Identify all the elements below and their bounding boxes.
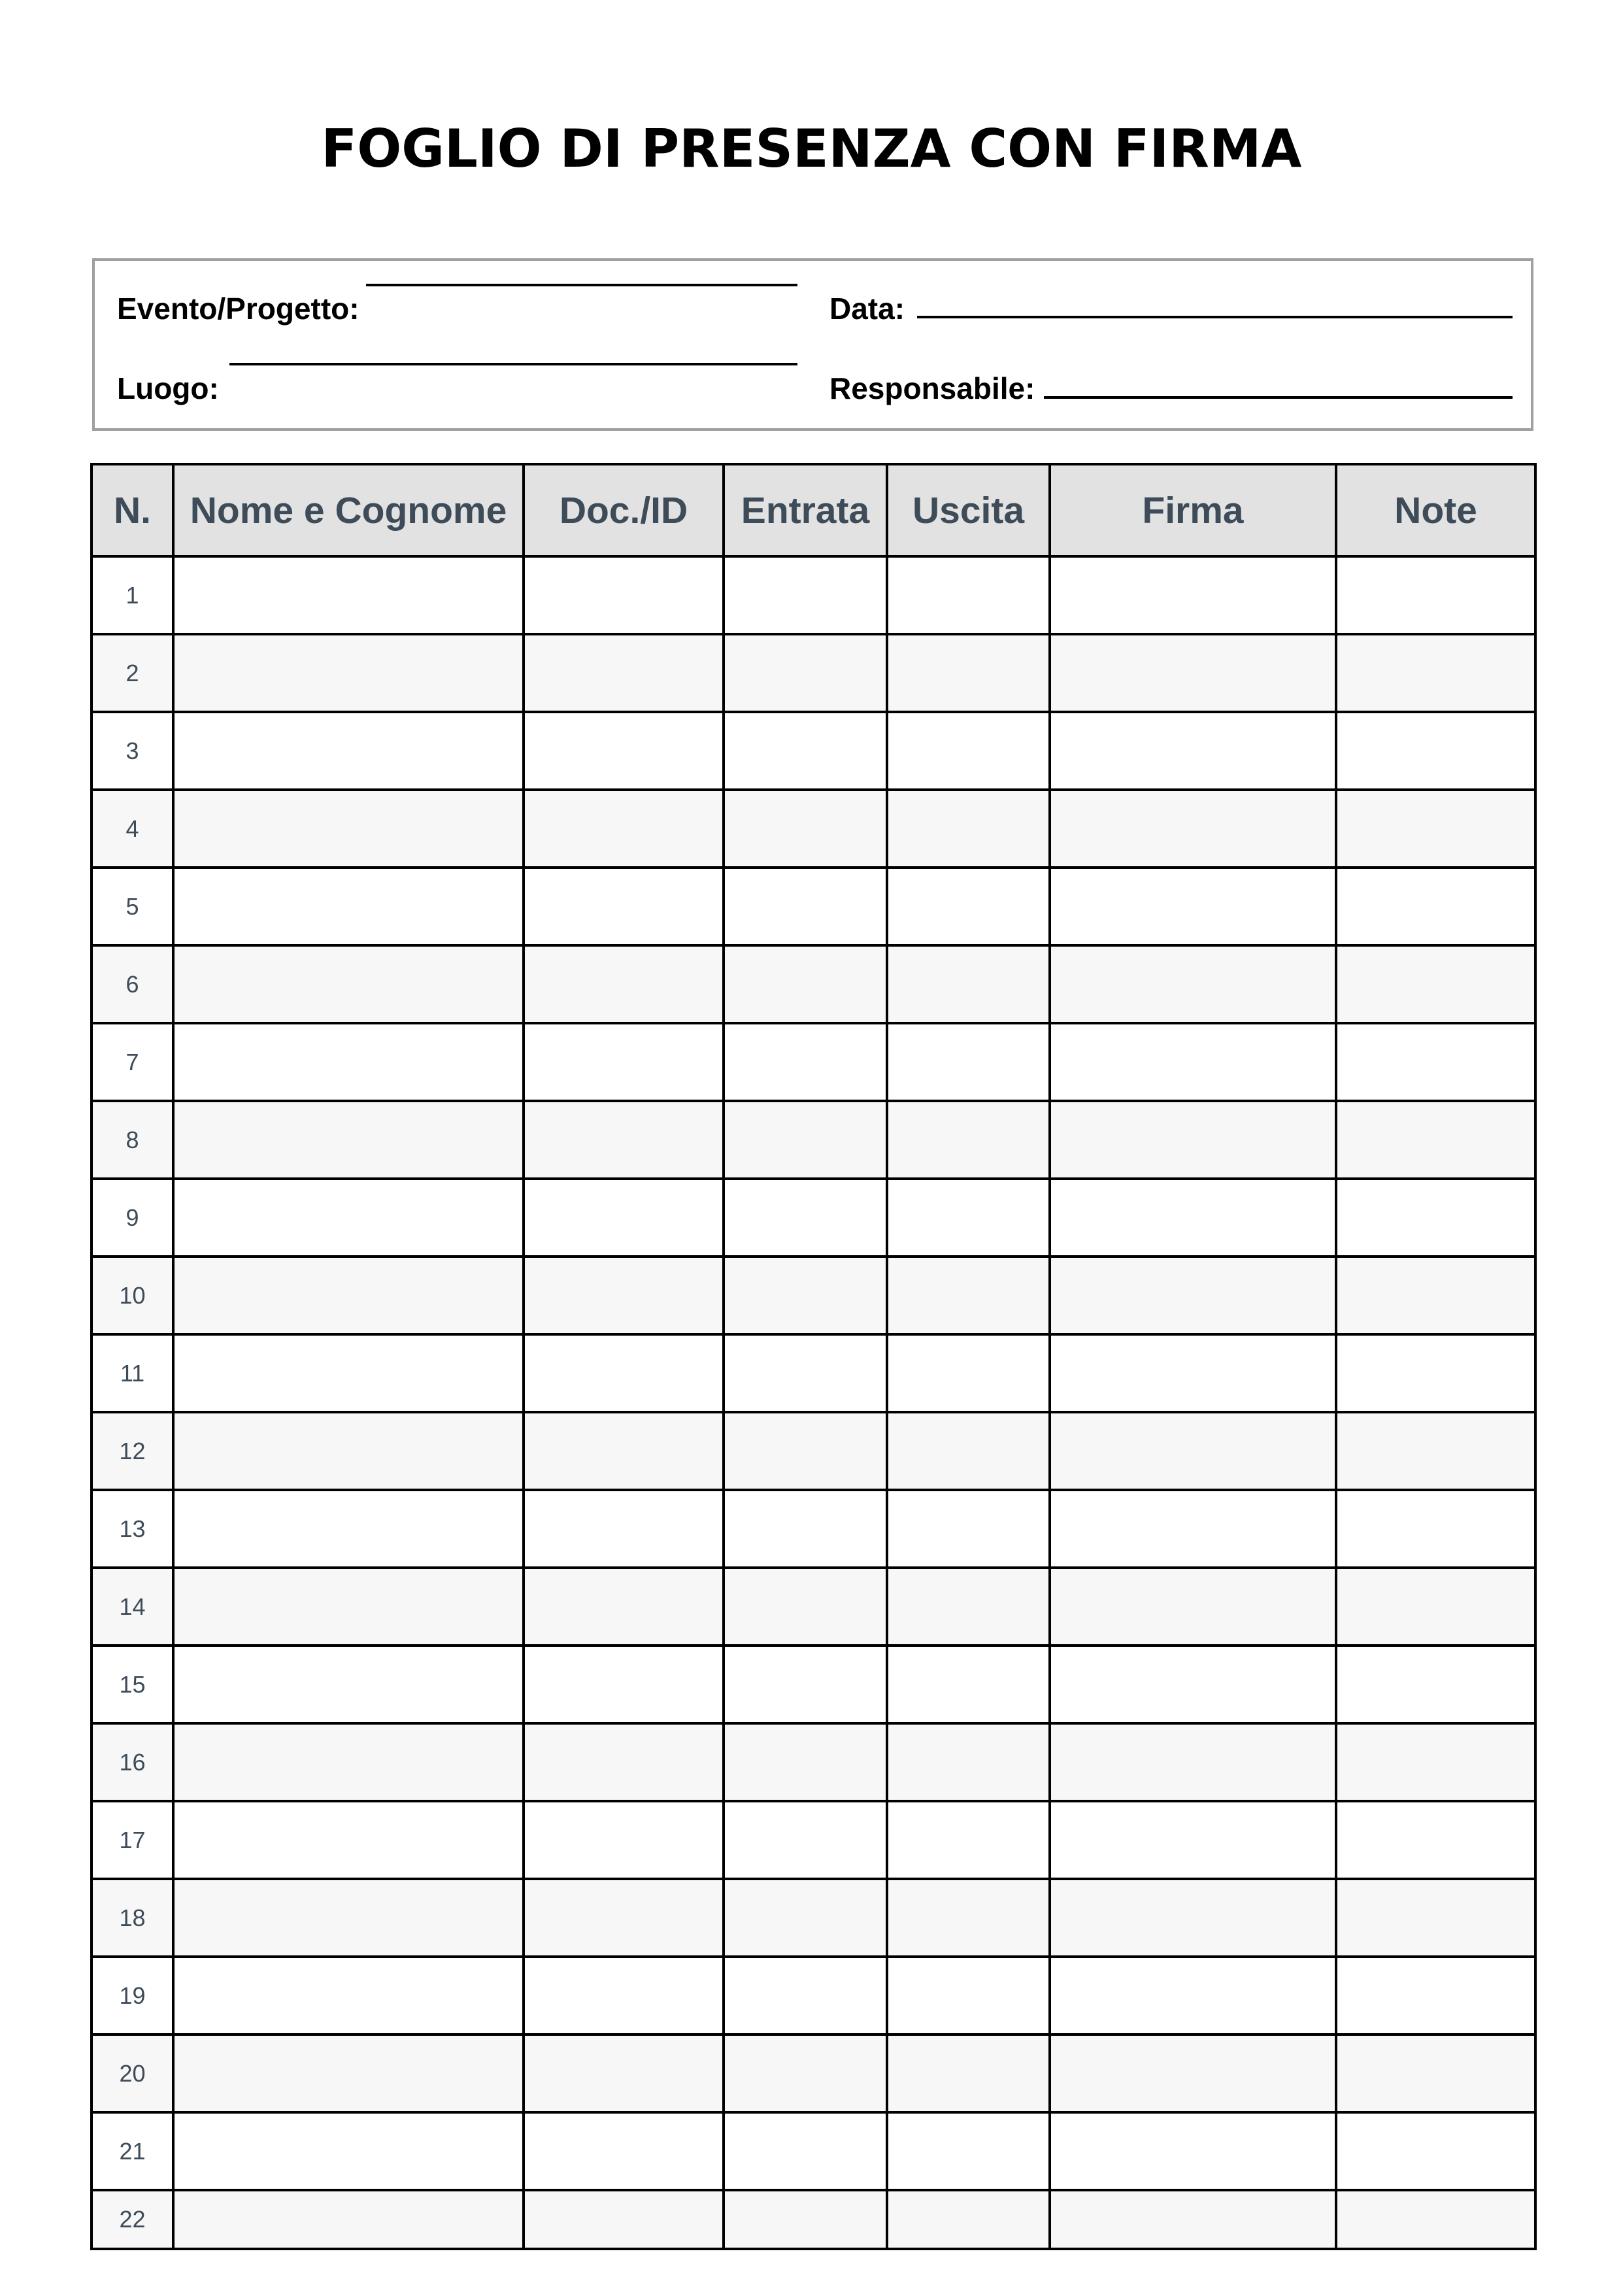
notes-cell[interactable] [1336,2190,1535,2249]
entry-time-cell[interactable] [724,1334,887,1412]
signature-cell[interactable] [1050,1957,1336,2034]
name-cell[interactable] [173,556,524,634]
signature-cell[interactable] [1050,868,1336,945]
document-id-cell[interactable] [524,1023,724,1101]
entry-time-cell[interactable] [724,1179,887,1257]
entry-time-cell[interactable] [724,2190,887,2249]
exit-time-cell[interactable] [887,1568,1050,1646]
table-row [92,2034,1535,2112]
row-number: 10 [92,1257,173,1334]
notes-cell[interactable] [1336,1957,1535,2034]
row-number: 16 [92,1723,173,1801]
table-row [92,1179,1535,1257]
entry-time-cell[interactable] [724,1257,887,1334]
document-id-cell[interactable] [524,1179,724,1257]
exit-time-cell[interactable] [887,790,1050,868]
table-body [92,556,1535,2249]
row-number: 1 [92,556,173,634]
row-number: 21 [92,2112,173,2190]
name-cell[interactable] [173,1723,524,1801]
place-field[interactable] [229,363,797,365]
entry-time-cell[interactable] [724,868,887,945]
table-row [92,1023,1535,1101]
document-id-cell[interactable] [524,1412,724,1490]
entry-time-cell[interactable] [724,1101,887,1179]
document-id-cell[interactable] [524,1568,724,1646]
notes-cell[interactable] [1336,556,1535,634]
table-row [92,1334,1535,1412]
entry-time-cell[interactable] [724,1879,887,1957]
notes-cell[interactable] [1336,2034,1535,2112]
column-header-document-id: Doc./ID [524,464,724,556]
exit-time-cell[interactable] [887,556,1050,634]
notes-cell[interactable] [1336,1568,1535,1646]
entry-time-cell[interactable] [724,1723,887,1801]
document-id-cell[interactable] [524,1257,724,1334]
notes-cell[interactable] [1336,1646,1535,1723]
table-row [92,712,1535,790]
table-row [92,1101,1535,1179]
entry-time-cell[interactable] [724,1412,887,1490]
row-number: 14 [92,1568,173,1646]
document-id-cell[interactable] [524,790,724,868]
table-row [92,1957,1535,2034]
exit-time-cell[interactable] [887,2190,1050,2249]
column-header-notes: Note [1336,464,1535,556]
signature-cell[interactable] [1050,1723,1336,1801]
name-cell[interactable] [173,945,524,1023]
exit-time-cell[interactable] [887,1179,1050,1257]
row-number: 13 [92,1490,173,1568]
table-row [92,634,1535,712]
name-cell[interactable] [173,2190,524,2249]
exit-time-cell[interactable] [887,868,1050,945]
signature-cell[interactable] [1050,1257,1336,1334]
row-number: 15 [92,1646,173,1723]
info-box [92,258,1533,431]
document-id-cell[interactable] [524,634,724,712]
exit-time-cell[interactable] [887,1412,1050,1490]
entry-time-cell[interactable] [724,1568,887,1646]
column-header-signature: Firma [1050,464,1336,556]
table-row [92,1412,1535,1490]
document-id-cell[interactable] [524,2034,724,2112]
document-id-cell[interactable] [524,2190,724,2249]
name-cell[interactable] [173,1801,524,1879]
document-id-cell[interactable] [524,1723,724,1801]
row-number: 5 [92,868,173,945]
table-row [92,2112,1535,2190]
signature-cell[interactable] [1050,945,1336,1023]
name-cell[interactable] [173,1412,524,1490]
signature-cell[interactable] [1050,634,1336,712]
document-id-cell[interactable] [524,868,724,945]
place-label: Luogo: [117,371,219,405]
page-title: FOGLIO DI PRESENZA CON FIRMA [321,118,1302,179]
signature-cell[interactable] [1050,1334,1336,1412]
entry-time-cell[interactable] [724,1957,887,2034]
document-id-cell[interactable] [524,1801,724,1879]
entry-time-cell[interactable] [724,2112,887,2190]
table-row [92,868,1535,945]
document-id-cell[interactable] [524,1490,724,1568]
name-cell[interactable] [173,1179,524,1257]
exit-time-cell[interactable] [887,1257,1050,1334]
notes-cell[interactable] [1336,634,1535,712]
document-id-cell[interactable] [524,1879,724,1957]
exit-time-cell[interactable] [887,2112,1050,2190]
document-id-cell[interactable] [524,1957,724,2034]
name-cell[interactable] [173,1957,524,2034]
exit-time-cell[interactable] [887,1334,1050,1412]
signature-cell[interactable] [1050,1490,1336,1568]
signature-cell[interactable] [1050,712,1336,790]
signature-cell[interactable] [1050,556,1336,634]
notes-cell[interactable] [1336,1257,1535,1334]
entry-time-cell[interactable] [724,790,887,868]
row-number: 18 [92,1879,173,1957]
row-number: 2 [92,634,173,712]
document-id-cell[interactable] [524,945,724,1023]
document-id-cell[interactable] [524,712,724,790]
signature-cell[interactable] [1050,1101,1336,1179]
table-row [92,945,1535,1023]
notes-cell[interactable] [1336,1023,1535,1101]
notes-cell[interactable] [1336,1723,1535,1801]
table-row [92,1723,1535,1801]
table-row [92,2190,1535,2249]
name-cell[interactable] [173,1101,524,1179]
name-cell[interactable] [173,2034,524,2112]
document-id-cell[interactable] [524,556,724,634]
column-header-exit: Uscita [887,464,1050,556]
signature-cell[interactable] [1050,1179,1336,1257]
row-number: 22 [92,2190,173,2249]
entry-time-cell[interactable] [724,945,887,1023]
notes-cell[interactable] [1336,868,1535,945]
attendance-table [90,463,1537,2250]
row-number: 17 [92,1801,173,1879]
signature-cell[interactable] [1050,1023,1336,1101]
notes-cell[interactable] [1336,790,1535,868]
table-row [92,1490,1535,1568]
row-number: 12 [92,1412,173,1490]
name-cell[interactable] [173,1023,524,1101]
signature-cell[interactable] [1050,1879,1336,1957]
manager-field[interactable] [1044,396,1513,399]
column-header-entry: Entrata [724,464,887,556]
name-cell[interactable] [173,1334,524,1412]
signature-cell[interactable] [1050,1412,1336,1490]
notes-cell[interactable] [1336,1801,1535,1879]
document-id-cell[interactable] [524,1101,724,1179]
exit-time-cell[interactable] [887,1801,1050,1879]
exit-time-cell[interactable] [887,1101,1050,1179]
table-row [92,790,1535,868]
column-header-number: N. [92,464,173,556]
row-number: 11 [92,1334,173,1412]
name-cell[interactable] [173,1646,524,1723]
exit-time-cell[interactable] [887,1023,1050,1101]
signature-cell[interactable] [1050,1801,1336,1879]
entry-time-cell[interactable] [724,712,887,790]
entry-time-cell[interactable] [724,2034,887,2112]
notes-cell[interactable] [1336,1490,1535,1568]
entry-time-cell[interactable] [724,634,887,712]
exit-time-cell[interactable] [887,945,1050,1023]
signature-cell[interactable] [1050,1646,1336,1723]
row-number: 6 [92,945,173,1023]
table-header-row [92,464,1535,556]
table-row [92,556,1535,634]
row-number: 8 [92,1101,173,1179]
exit-time-cell[interactable] [887,1646,1050,1723]
entry-time-cell[interactable] [724,1490,887,1568]
name-cell[interactable] [173,2112,524,2190]
name-cell[interactable] [173,790,524,868]
entry-time-cell[interactable] [724,1023,887,1101]
event-label: Evento/Progetto: [117,292,360,326]
row-number: 20 [92,2034,173,2112]
notes-cell[interactable] [1336,1412,1535,1490]
date-field[interactable] [917,316,1513,318]
exit-time-cell[interactable] [887,1879,1050,1957]
event-field[interactable] [366,284,797,286]
row-number: 4 [92,790,173,868]
exit-time-cell[interactable] [887,1957,1050,2034]
name-cell[interactable] [173,1257,524,1334]
notes-cell[interactable] [1336,1334,1535,1412]
entry-time-cell[interactable] [724,1646,887,1723]
name-cell[interactable] [173,1490,524,1568]
row-number: 3 [92,712,173,790]
name-cell[interactable] [173,1568,524,1646]
table-row [92,1646,1535,1723]
signature-cell[interactable] [1050,1568,1336,1646]
date-label: Data: [829,292,905,326]
notes-cell[interactable] [1336,1179,1535,1257]
signature-cell[interactable] [1050,2190,1336,2249]
document-id-cell[interactable] [524,2112,724,2190]
name-cell[interactable] [173,712,524,790]
exit-time-cell[interactable] [887,1723,1050,1801]
notes-cell[interactable] [1336,1879,1535,1957]
column-header-name: Nome e Cognome [173,464,524,556]
notes-cell[interactable] [1336,1101,1535,1179]
signature-cell[interactable] [1050,790,1336,868]
exit-time-cell[interactable] [887,2034,1050,2112]
exit-time-cell[interactable] [887,1490,1050,1568]
table-row [92,1879,1535,1957]
manager-label: Responsabile: [829,371,1035,405]
row-number: 9 [92,1179,173,1257]
notes-cell[interactable] [1336,945,1535,1023]
row-number: 7 [92,1023,173,1101]
name-cell[interactable] [173,868,524,945]
exit-time-cell[interactable] [887,634,1050,712]
row-number: 19 [92,1957,173,2034]
document-id-cell[interactable] [524,1334,724,1412]
table-row [92,1801,1535,1879]
signature-cell[interactable] [1050,2034,1336,2112]
notes-cell[interactable] [1336,2112,1535,2190]
table-row [92,1568,1535,1646]
name-cell[interactable] [173,1879,524,1957]
signature-cell[interactable] [1050,2112,1336,2190]
entry-time-cell[interactable] [724,1801,887,1879]
notes-cell[interactable] [1336,712,1535,790]
entry-time-cell[interactable] [724,556,887,634]
document-id-cell[interactable] [524,1646,724,1723]
table-row [92,1257,1535,1334]
name-cell[interactable] [173,634,524,712]
exit-time-cell[interactable] [887,712,1050,790]
